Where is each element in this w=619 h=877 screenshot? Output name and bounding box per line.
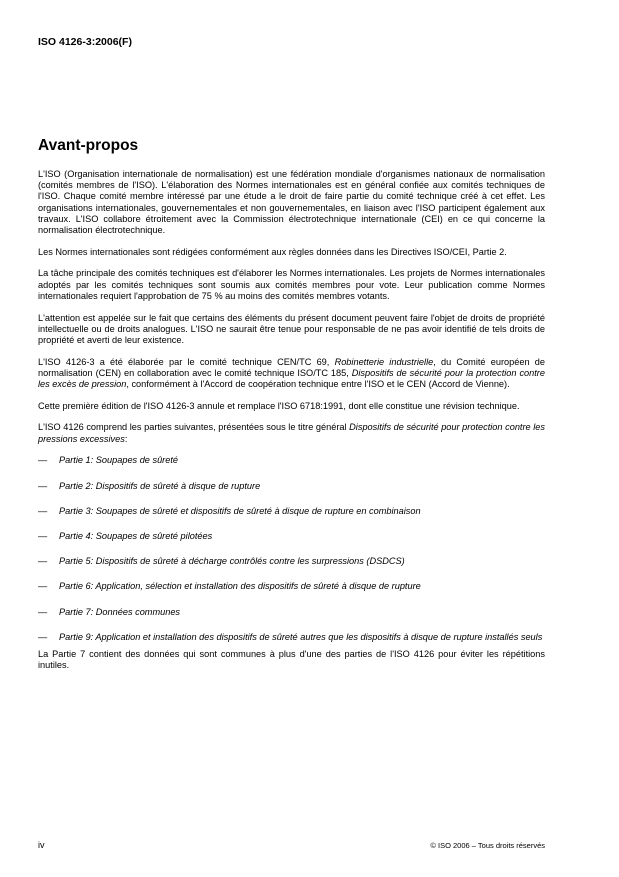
list-item bbox=[38, 556, 545, 567]
paragraph-directives: Les Normes internationales sont rédigées conformément aux règles données dans les Directives ISO/CEI, Partie 2. bbox=[38, 246, 507, 257]
prepared-by-text-3: , conformément à l'Accord de coopération technique entre l'ISO et le CEN (Accord de Vienne). bbox=[126, 379, 510, 390]
paragraph-patent-rights: L'attention est appelée sur le fait que certains des éléments du présent document peuvent faire l'objet de droits de propriété intellectuelle ou de droits analogues. L'ISO ne saurait être tenue pour responsable de ne pas avoir identifié de tels droits de propriété et averti de leur existence. bbox=[38, 312, 545, 345]
parts-intro-colon: : bbox=[124, 433, 128, 444]
list-item bbox=[38, 607, 545, 618]
part-label: Partie 9: Application et installation des dispositifs de sûreté autres que les dispositifs à disque de rupture installés seuls bbox=[59, 631, 543, 642]
prepared-by-subject-title: Dispositifs de sécurité pour la protection contre les excès de pression bbox=[38, 367, 545, 390]
part-label: Partie 5: Dispositifs de sûreté à décharge contrôlés contre les surpressions (DSDCS) bbox=[59, 556, 405, 567]
paragraph-prepared-by bbox=[38, 357, 545, 391]
list-dash: — bbox=[38, 455, 48, 466]
list-dash: — bbox=[38, 631, 48, 642]
list-dash: — bbox=[38, 556, 48, 567]
paragraph-part7-note: La Partie 7 contient des données qui sont communes à plus d'une des parties de l'ISO 4126 pour éviter les répétitions inutiles. bbox=[38, 648, 545, 671]
copyright-notice: © ISO 2006 – Tous droits réservés bbox=[430, 841, 545, 850]
list-dash: — bbox=[38, 480, 48, 491]
paragraph-edition: Cette première édition de l'ISO 4126-3 annule et remplace l'ISO 6718:1991, dont elle constitue une révision technique. bbox=[38, 400, 520, 411]
paragraph-technical-committees: La tâche principale des comités techniques est d'élaborer les Normes internationales. Les projets de Normes internationales adoptés par les comités techniques sont soumis aux comités membres pour vote. Leur publication comme Normes internationales requiert l'approbation de 75 % au moins des comités membres votants. bbox=[38, 268, 545, 301]
prepared-by-text-2: , du Comité européen de normalisation (CEN) en collaboration avec le comité technique ISO/TC 185, bbox=[38, 356, 545, 378]
list-item bbox=[38, 481, 545, 492]
part-label: Partie 4: Soupapes de sûreté pilotées bbox=[59, 530, 213, 541]
document-id-header: ISO 4126-3:2006(F) bbox=[38, 36, 132, 48]
list-dash: — bbox=[38, 581, 48, 592]
list-item bbox=[38, 632, 545, 643]
part-label: Partie 7: Données communes bbox=[59, 606, 181, 617]
list-dash: — bbox=[38, 530, 48, 541]
part-label: Partie 6: Application, sélection et installation des dispositifs de sûreté à disque de rupture bbox=[59, 581, 421, 592]
part-label: Partie 1: Soupapes de sûreté bbox=[59, 455, 179, 466]
list-item bbox=[38, 506, 545, 517]
list-item bbox=[38, 581, 545, 592]
list-dash: — bbox=[38, 505, 48, 516]
parts-general-title: Dispositifs de sécurité pour protection contre les pressions excessives bbox=[38, 422, 545, 444]
prepared-by-text-1: L'ISO 4126-3 a été élaborée par le comité technique CEN/TC 69, bbox=[38, 356, 335, 367]
part-label: Partie 3: Soupapes de sûreté et dispositifs de sûreté à disque de rupture en combinaison bbox=[59, 505, 421, 516]
list-dash: — bbox=[38, 606, 48, 617]
list-item bbox=[38, 531, 545, 542]
page-title: Avant-propos bbox=[38, 137, 139, 154]
parts-intro-text: L'ISO 4126 comprend les parties suivantes, présentées sous le titre général bbox=[38, 422, 350, 433]
document-body bbox=[38, 169, 545, 682]
page-number: iv bbox=[38, 840, 45, 850]
part-label: Partie 2: Dispositifs de sûreté à disque de rupture bbox=[59, 480, 261, 491]
paragraph-parts-intro bbox=[38, 422, 545, 444]
parts-list bbox=[38, 455, 545, 643]
paragraph-iso-organisation: L'ISO (Organisation internationale de normalisation) est une fédération mondiale d'organismes nationaux de normalisation (comités membres de l'ISO). L'élaboration des Normes internationales est en général confiée aux comités techniques de l'ISO. Chaque comité membre intéressé par une étude a le droit de faire partie du comité technique créé à cet effet. Les organisations internationales, gouvernementales et non gouvernementales, en liaison avec l'ISO participent également aux travaux. L'ISO collabore étroitement avec la Commission électrotechnique internationale (CEI) en ce qui concerne la normalisation électrotechnique. bbox=[38, 169, 545, 236]
list-item bbox=[38, 455, 545, 466]
prepared-by-committee-title: Robinetterie industrielle bbox=[334, 356, 434, 367]
